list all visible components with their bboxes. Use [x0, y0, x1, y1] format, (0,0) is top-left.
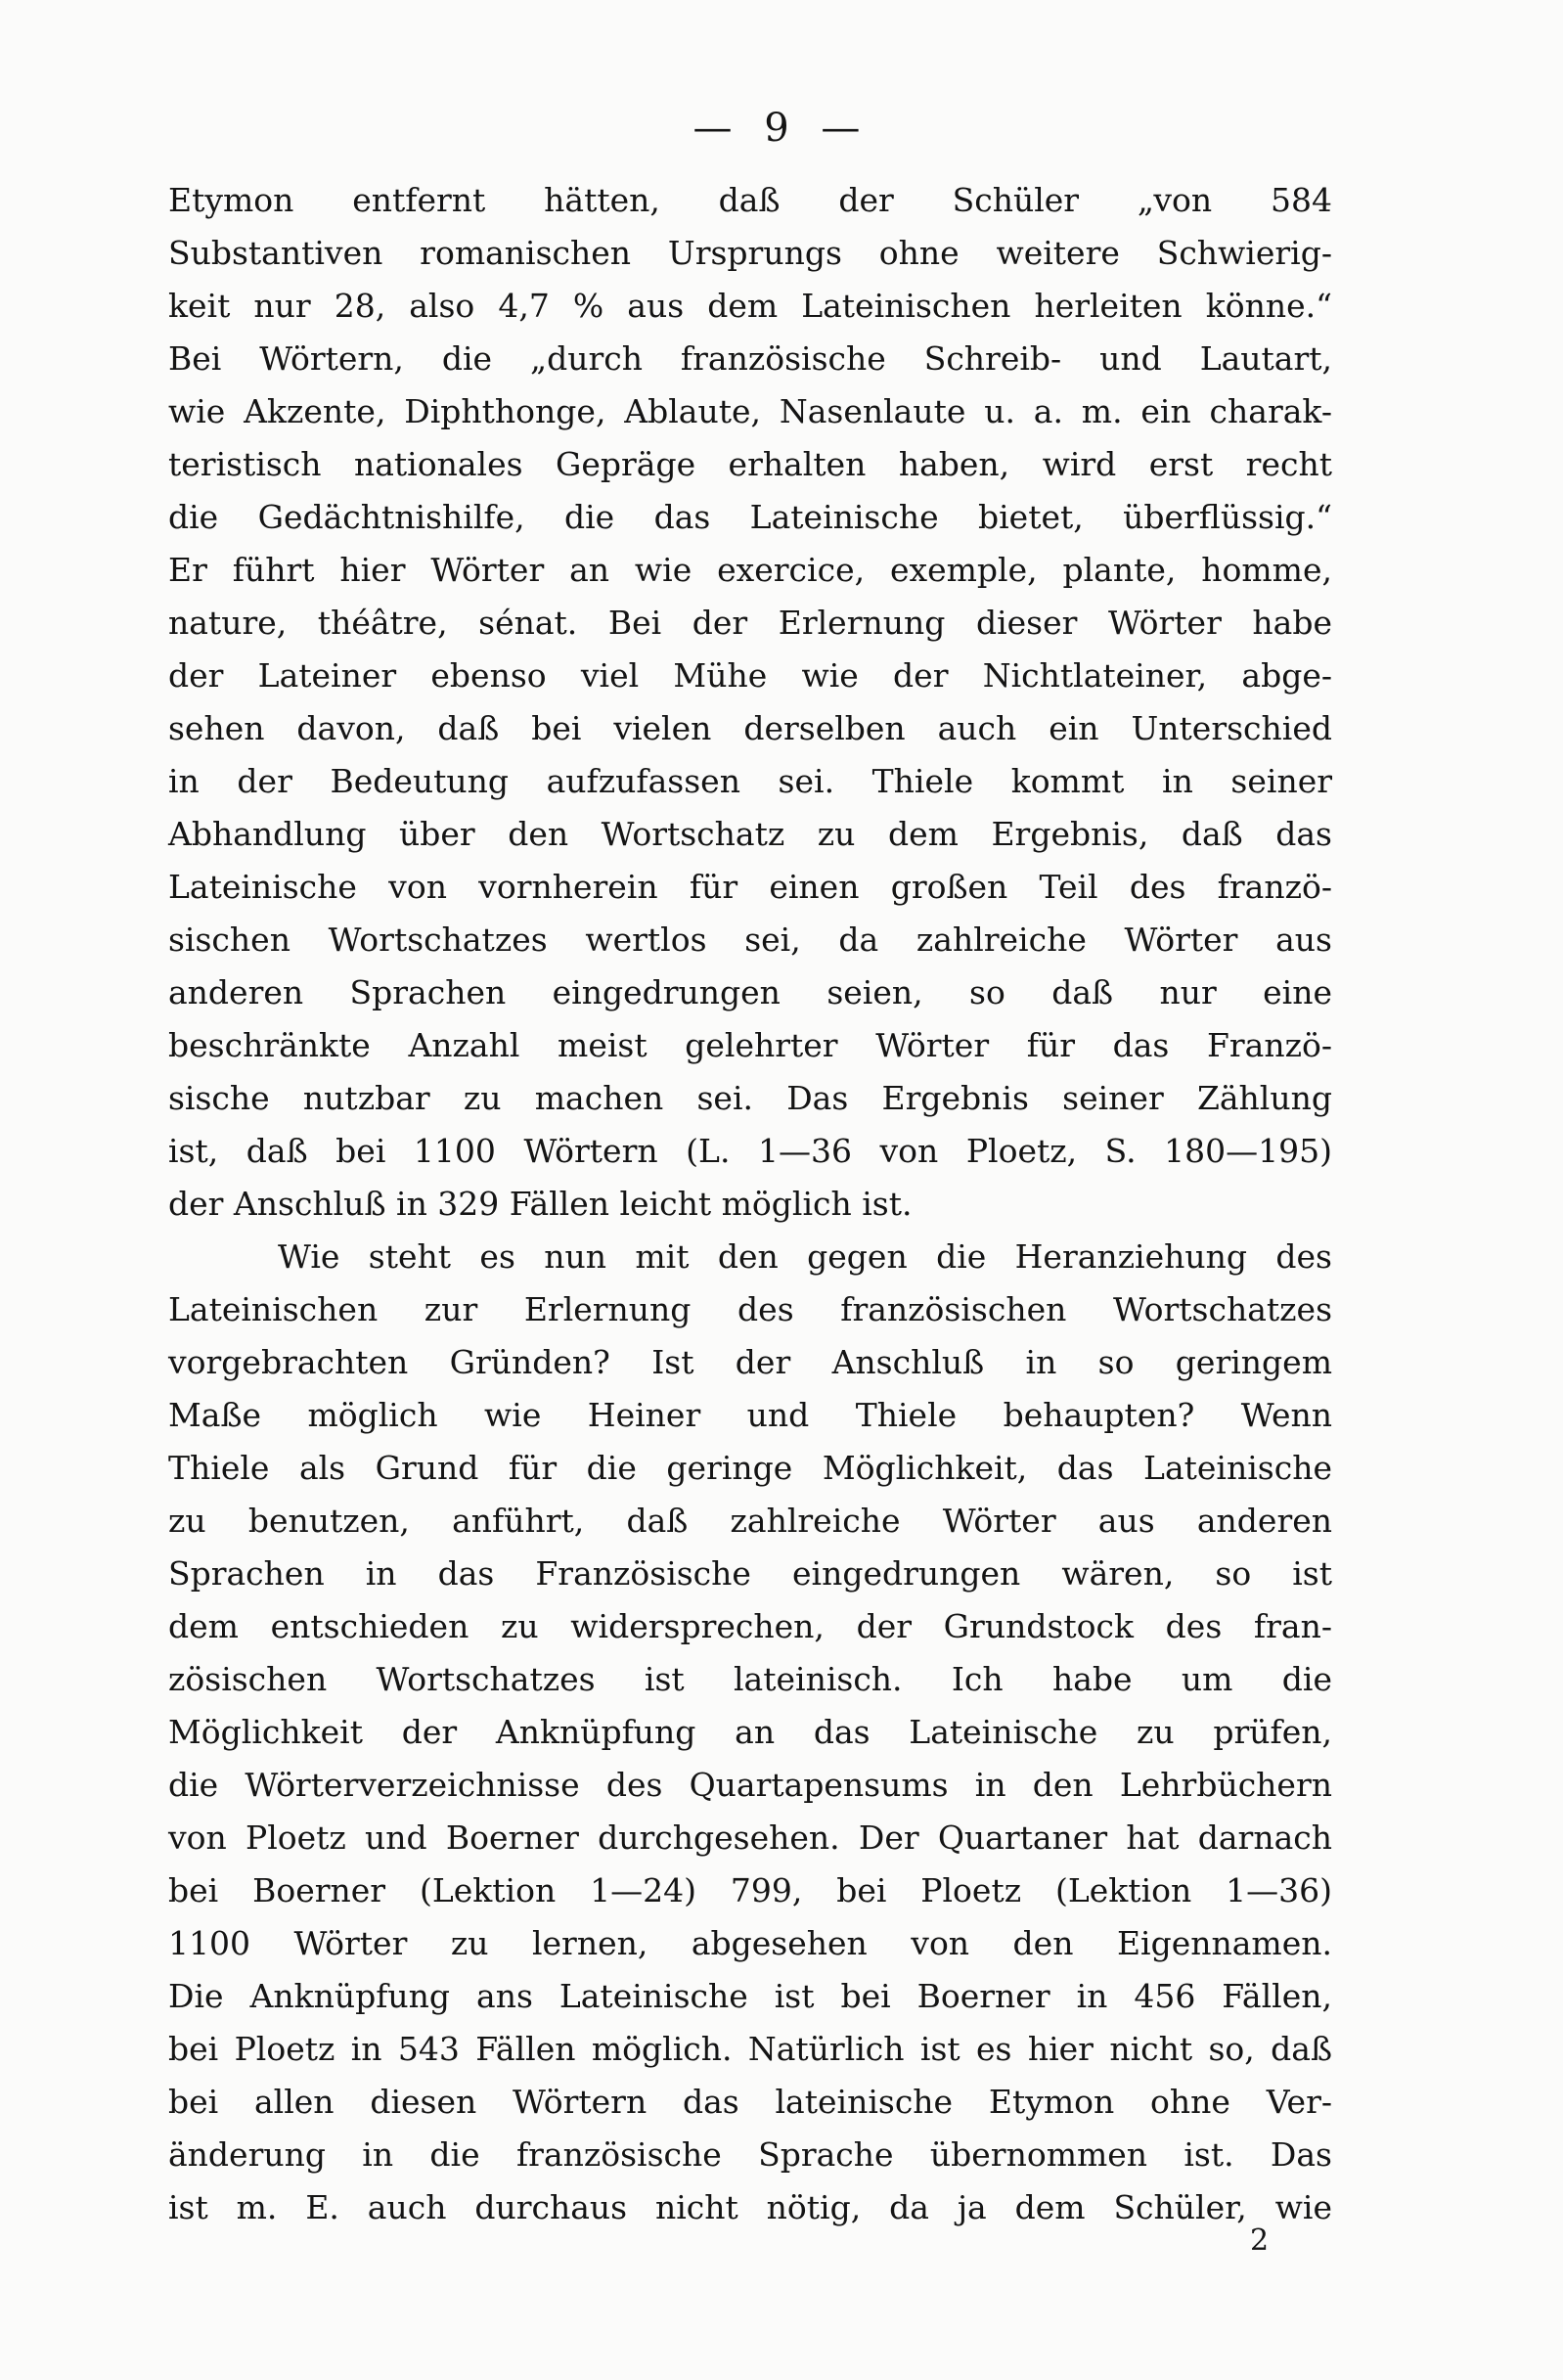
text-line: sehen davon, daß bei vielen derselben auch ein Unterschied [168, 709, 1332, 747]
text-line: bei Boerner (Lektion 1—24) 799, bei Ploetz (Lektion 1—36) [168, 1871, 1332, 1909]
text-line: Maße möglich wie Heiner und Thiele behaupten? Wenn [168, 1396, 1332, 1434]
text-line: beschränkte Anzahl meist gelehrter Wörter für das Franzö- [168, 1026, 1332, 1064]
text-line: in der Bedeutung aufzufassen sei. Thiele kommt in seiner [168, 762, 1332, 800]
text-line: die Wörterverzeichnisse des Quartapensums in den Lehrbüchern [168, 1766, 1332, 1804]
text-line: anderen Sprachen eingedrungen seien, so daß nur eine [168, 973, 1332, 1011]
text-line: zösischen Wortschatzes ist lateinisch. Ich habe um die [168, 1660, 1332, 1698]
text-line: die Gedächtnishilfe, die das Lateinische bietet, überflüssig.“ [168, 498, 1332, 536]
text-line: Abhandlung über den Wortschatz zu dem Ergebnis, daß das [168, 815, 1332, 853]
body-text [168, 174, 1332, 2234]
text-line: vorgebrachten Gründen? Ist der Anschluß in so geringem [168, 1343, 1332, 1381]
text-line: wie Akzente, Diphthonge, Ablaute, Nasenlaute u. a. m. ein charak- [168, 392, 1332, 430]
text-line: zu benutzen, anführt, daß zahlreiche Wörter aus anderen [168, 1502, 1332, 1540]
text-line: ist, daß bei 1100 Wörtern (L. 1—36 von Ploetz, S. 180—195) [168, 1132, 1332, 1170]
text-line: Er führt hier Wörter an wie exercice, exemple, plante, homme, [168, 551, 1332, 589]
text-line: Lateinische von vornherein für einen großen Teil des franzö- [168, 868, 1332, 906]
text-line: Möglichkeit der Anknüpfung an das Lateinische zu prüfen, [168, 1713, 1332, 1751]
text-line: Substantiven romanischen Ursprungs ohne weitere Schwierig- [168, 234, 1332, 272]
text-line: Wie steht es nun mit den gegen die Heranziehung des [278, 1237, 1332, 1276]
text-line: Bei Wörtern, die „durch französische Schreib- und Lautart, [168, 339, 1332, 378]
text-line: nature, théâtre, sénat. Bei der Erlernung dieser Wörter habe [168, 604, 1332, 642]
text-line: bei allen diesen Wörtern das lateinische Etymon ohne Ver- [168, 2083, 1332, 2121]
text-line: sischen Wortschatzes wertlos sei, da zahlreiche Wörter aus [168, 921, 1332, 959]
text-line: Die Anknüpfung ans Lateinische ist bei Boerner in 456 Fällen, [168, 1977, 1332, 2015]
text-line: 1100 Wörter zu lernen, abgesehen von den Eigennamen. [168, 1924, 1332, 1962]
text-line: ist m. E. auch durchaus nicht nötig, da ja dem Schüler, wie [168, 2188, 1332, 2226]
text-line: Lateinischen zur Erlernung des französischen Wortschatzes [168, 1290, 1332, 1328]
text-line: bei Ploetz in 543 Fällen möglich. Natürlich ist es hier nicht so, daß [168, 2030, 1332, 2068]
text-line: Etymon entfernt hätten, daß der Schüler „von 584 [168, 181, 1332, 219]
text-line: der Anschluß in 329 Fällen leicht möglich ist. [168, 1185, 913, 1223]
text-line: sische nutzbar zu machen sei. Das Ergebnis seiner Zählung [168, 1079, 1332, 1117]
text-line: teristisch nationales Gepräge erhalten haben, wird erst recht [168, 445, 1332, 483]
text-line: keit nur 28, also 4,7 % aus dem Lateinischen herleiten könne.“ [168, 287, 1332, 325]
text-line: Sprachen in das Französische eingedrungen wären, so ist [168, 1554, 1332, 1593]
page-number: — 9 — [692, 106, 871, 151]
text-line: Thiele als Grund für die geringe Möglichkeit, das Lateinische [168, 1449, 1332, 1487]
text-line: dem entschieden zu widersprechen, der Grundstock des fran- [168, 1607, 1332, 1645]
text-line: änderung in die französische Sprache übernommen ist. Das [168, 2135, 1332, 2174]
text-line: der Lateiner ebenso viel Mühe wie der Nichtlateiner, abge- [168, 656, 1332, 695]
text-line: von Ploetz und Boerner durchgesehen. Der Quartaner hat darnach [168, 1819, 1332, 1857]
signature-mark: 2 [1250, 2223, 1270, 2258]
